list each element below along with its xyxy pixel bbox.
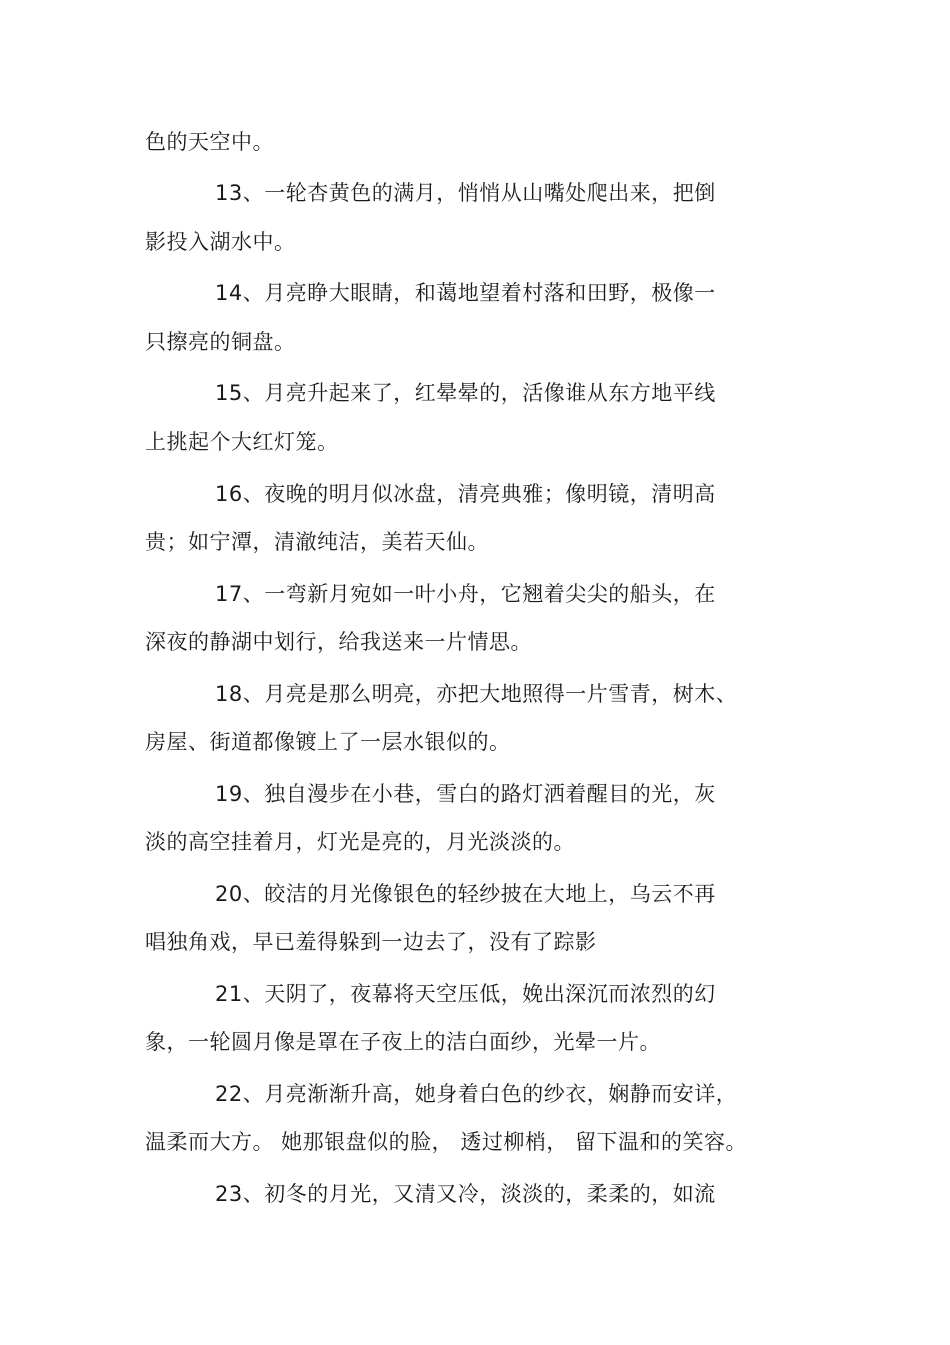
text-line: 唱独角戏，早已羞得躲到一边去了，没有了踪影 bbox=[145, 930, 597, 954]
text-line: 象，一轮圆月像是罩在子夜上的洁白面纱，光晕一片。 bbox=[145, 1030, 661, 1054]
text-line: 深夜的静湖中划行，给我送来一片情思。 bbox=[145, 630, 532, 654]
text-line: 17、一弯新月宛如一叶小舟，它翘着尖尖的船头，在 bbox=[215, 582, 716, 606]
text-line: 16、夜晚的明月似冰盘，清亮典雅；像明镜，清明高 bbox=[215, 482, 716, 506]
text-line: 21、天阴了，夜幕将天空压低，娩出深沉而浓烈的幻 bbox=[215, 982, 716, 1006]
text-line: 23、初冬的月光，又清又冷，淡淡的，柔柔的，如流 bbox=[215, 1182, 716, 1206]
text-line: 只擦亮的铜盘。 bbox=[145, 330, 296, 354]
text-line: 15、月亮升起来了，红晕晕的，活像谁从东方地平线 bbox=[215, 381, 716, 405]
text-line: 上挑起个大红灯笼。 bbox=[145, 430, 339, 454]
text-line: 贵；如宁潭，清澈纯洁，美若天仙。 bbox=[145, 530, 489, 554]
text-line: 19、独自漫步在小巷，雪白的路灯洒着醒目的光，灰 bbox=[215, 782, 716, 806]
text-line: 20、皎洁的月光像银色的轻纱披在大地上，乌云不再 bbox=[215, 882, 716, 906]
text-line: 影投入湖水中。 bbox=[145, 230, 296, 254]
text-line: 色的天空中。 bbox=[145, 130, 274, 154]
text-line: 13、一轮杏黄色的满月，悄悄从山嘴处爬出来，把倒 bbox=[215, 181, 716, 205]
text-line: 淡的高空挂着月，灯光是亮的，月光淡淡的。 bbox=[145, 830, 575, 854]
text-line: 房屋、街道都像镀上了一层水银似的。 bbox=[145, 730, 511, 754]
text-line: 22、月亮渐渐升高，她身着白色的纱衣，娴静而安详， bbox=[215, 1082, 738, 1106]
text-line: 温柔而大方。 她那银盘似的脸， 透过柳梢， 留下温和的笑容。 bbox=[145, 1130, 748, 1154]
text-line: 18、月亮是那么明亮，亦把大地照得一片雪青，树木、 bbox=[215, 682, 738, 706]
text-line: 14、月亮睁大眼睛，和蔼地望着村落和田野，极像一 bbox=[215, 281, 716, 305]
